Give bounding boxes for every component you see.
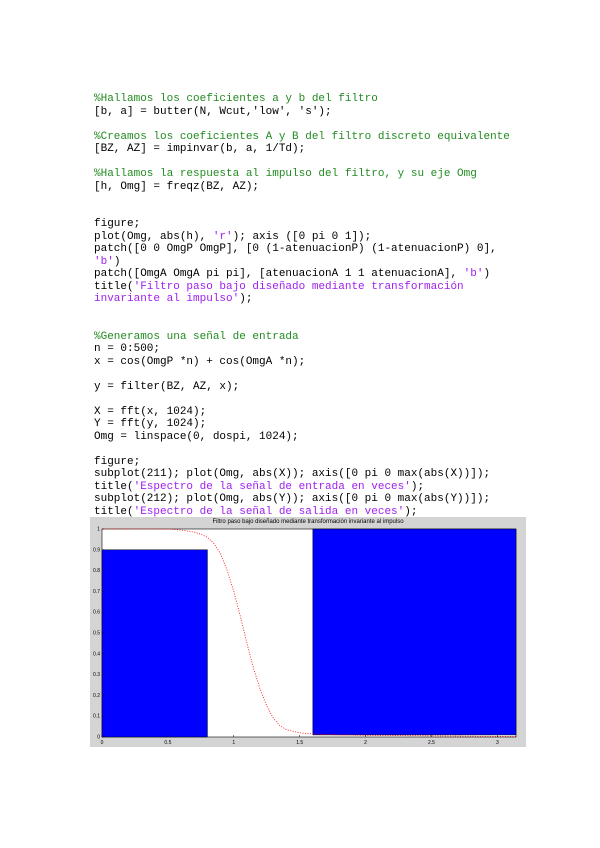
- code-line: [94, 231, 554, 244]
- code-line: [h, Omg] = freqz(BZ, AZ);: [94, 180, 260, 193]
- code-string: 'Espectro de la señal de salida en veces': [133, 505, 405, 518]
- code-listing: [94, 93, 554, 518]
- code-line: subplot(212); plot(Omg, abs(Y)); axis([0 pi 0 max(abs(Y))]);: [94, 493, 491, 505]
- code-string: 'b': [94, 255, 114, 268]
- code-comment: %Hallamos los coeficientes a y b del filtro: [94, 93, 378, 105]
- y-tick-label: 0: [97, 734, 100, 741]
- x-tick-label: 0.5: [164, 740, 172, 746]
- code-line: [BZ, AZ] = impinvar(b, a, 1/Td);: [94, 143, 306, 155]
- code-line: x = cos(OmgP *n) + cos(OmgA *n);: [94, 355, 306, 368]
- code-string: 'r': [212, 230, 233, 243]
- code-line: [94, 268, 554, 281]
- x-tick-label: 1.5: [296, 740, 304, 746]
- x-tick-label: 0: [100, 740, 104, 746]
- code-text: title(: [94, 280, 134, 293]
- y-tick-label: 0.2: [93, 692, 100, 699]
- code-comment: %Hallamos la respuesta al impulso del filtro, y su eje Omg: [94, 168, 477, 180]
- code-text: ); axis ([0 pi 0 1]);: [232, 230, 372, 243]
- code-line: figure;: [94, 455, 141, 468]
- code-text: );: [239, 293, 253, 305]
- code-string: 'Espectro de la señal de entrada en veces': [133, 480, 411, 493]
- x-tick-label: 3: [495, 740, 499, 746]
- code-string: 'Filtro paso bajo diseñado mediante transformación: [133, 280, 464, 293]
- code-line: subplot(211); plot(Omg, abs(X)); axis([0 pi 0 max(abs(X))]);: [94, 468, 491, 480]
- x-tick-label: 1: [232, 740, 236, 746]
- x-tick-label: 2: [364, 740, 367, 746]
- code-line: patch([0 0 OmgP OmgP], [0 (1-atenuacionP) (1-atenuacionP) 0],: [94, 243, 497, 255]
- code-text: );: [410, 480, 425, 493]
- code-line: Y = fft(y, 1024);: [94, 418, 207, 430]
- y-tick-label: 0.3: [93, 672, 100, 679]
- y-tick-label: 0.5: [93, 630, 100, 637]
- filter-figure: [90, 517, 526, 747]
- code-text: patch([OmgA OmgA pi pi], [atenuacionA 1 1 atenuacionA],: [94, 268, 464, 280]
- code-line: [94, 293, 554, 306]
- code-string: 'b': [463, 268, 484, 280]
- y-tick-label: 0.6: [93, 609, 100, 616]
- y-tick-label: 1: [97, 526, 100, 533]
- filter-plot: [90, 517, 526, 747]
- code-text: ): [113, 255, 121, 268]
- code-line: n = 0:500;: [94, 343, 161, 355]
- code-line: [94, 281, 554, 294]
- code-line: X = fft(x, 1024);: [94, 405, 207, 418]
- y-tick-label: 0.8: [93, 568, 100, 575]
- y-tick-label: 0.1: [93, 713, 100, 720]
- code-line: [94, 481, 554, 494]
- code-line: Omg = linspace(0, dospi, 1024);: [94, 430, 299, 443]
- code-line: y = filter(BZ, AZ, x);: [94, 380, 240, 393]
- stopband-patch: [313, 529, 516, 735]
- code-text: plot(Omg, abs(h),: [94, 230, 213, 243]
- code-comment: %Creamos los coeficientes A y B del filtro discreto equivalente: [94, 130, 510, 143]
- code-text: title(: [94, 480, 134, 493]
- code-comment: %Generamos una señal de entrada: [94, 330, 299, 343]
- code-line: [94, 256, 554, 269]
- y-tick-label: 0.4: [93, 651, 100, 658]
- chart-title: Filtro paso bajo diseñado mediante transformación invariante al impulso: [212, 519, 404, 525]
- code-string: invariante al impulso': [94, 293, 240, 305]
- passband-patch: [102, 550, 207, 737]
- code-line: figure;: [94, 218, 141, 230]
- code-text: );: [404, 505, 418, 518]
- code-text: title(: [94, 505, 134, 518]
- code-text: ): [483, 268, 491, 280]
- y-tick-label: 0.9: [93, 547, 100, 554]
- code-line: [b, a] = butter(N, Wcut,'low', 's');: [94, 105, 332, 118]
- x-tick-label: 2.5: [427, 740, 435, 746]
- y-tick-label: 0.7: [93, 588, 100, 595]
